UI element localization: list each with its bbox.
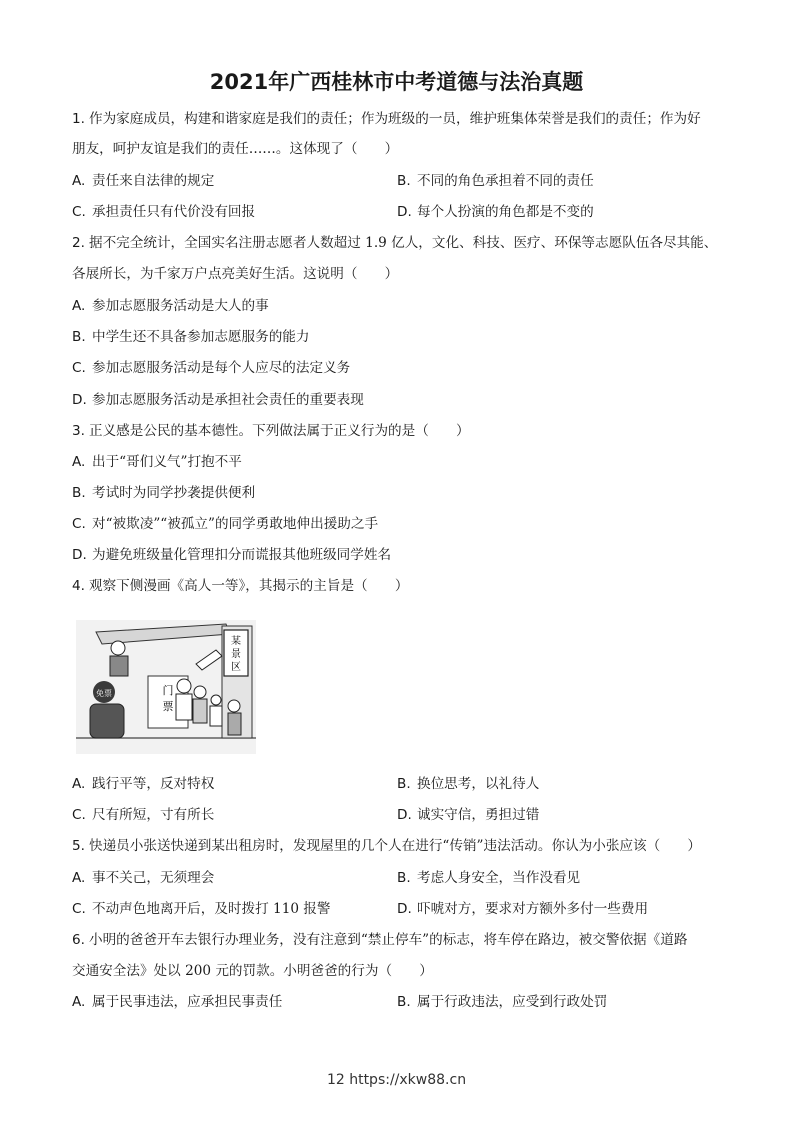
q1-number: 1. (72, 111, 85, 127)
ticket-char-1: 门 (162, 684, 174, 697)
q4-stem: 4. 观察下侧漫画《高人一等》，其揭示的主旨是（ ） (72, 578, 409, 594)
q4-option-b: B. 换位思考，以礼待人 (397, 776, 540, 792)
q1-stem-line1: 1. 作为家庭成员，构建和谐家庭是我们的责任；作为班级的一员，维护班集体荣誉是我们的责任；作为好 (72, 111, 701, 127)
q2-stem-line2: 各展所长，为千家万户点亮美好生活。这说明（ ） (72, 266, 399, 282)
q2-option-d: D. 参加志愿服务活动是承担社会责任的重要表现 (72, 392, 364, 408)
q3-option-a: A. 出于“哥们义气”打抱不平 (72, 454, 242, 470)
ticket-char-2: 票 (162, 700, 174, 713)
q2-number: 2. (72, 235, 85, 251)
q2-stem-line1: 2. 据不完全统计，全国实名注册志愿者人数超过 1.9 亿人，文化、科技、医疗、环保等志愿队伍各尽其能、 (72, 235, 718, 251)
q3-option-b: B. 考试时为同学抄袭提供便利 (72, 485, 256, 501)
q6-number: 6. (72, 932, 85, 948)
sign-char-1: 某 (231, 636, 241, 647)
q2-option-c: C. 参加志愿服务活动是每个人应尽的法定义务 (72, 360, 351, 376)
q1-option-b: B. 不同的角色承担着不同的责任 (397, 173, 594, 189)
q6-stem-line2: 交通安全法》处以 200 元的罚款。小明爸爸的行为（ ） (72, 963, 433, 979)
q4-option-d: D. 诚实守信，勇担过错 (397, 807, 540, 823)
q2-option-b: B. 中学生还不具备参加志愿服务的能力 (72, 329, 310, 345)
q1-stem-line2: 朋友，呵护友谊是我们的责任……。这体现了（ ） (72, 141, 399, 157)
official-body (110, 656, 128, 676)
free-badge-text: 免票 (96, 689, 112, 698)
q5-number: 5. (72, 838, 85, 854)
q1-option-a: A. 责任来自法律的规定 (72, 173, 215, 189)
q3-stem: 3. 正义感是公民的基本德性。下列做法属于正义行为的是（ ） (72, 423, 470, 439)
q1-option-c: C. 承担责任只有代价没有回报 (72, 204, 256, 220)
cartoon-image (76, 620, 256, 754)
q5-option-c: C. 不动声色地离开后，及时拨打 110 报警 (72, 901, 331, 917)
q5-option-a: A. 事不关己，无须理会 (72, 870, 215, 886)
q6-option-a: A. 属于民事违法，应承担民事责任 (72, 994, 283, 1010)
official-head (111, 641, 125, 655)
q5-option-b: B. 考虑人身安全，当作没看见 (397, 870, 581, 886)
q3-option-c: C. 对“被欺凌”“被孤立”的同学勇敢地伸出援助之手 (72, 516, 379, 532)
pedestal (90, 704, 124, 738)
q4-option-c: C. 尺有所短，寸有所长 (72, 807, 215, 823)
q4-option-a: A. 践行平等，反对特权 (72, 776, 215, 792)
q1-option-d: D. 每个人扮演的角色都是不变的 (397, 204, 594, 220)
q3-number: 3. (72, 423, 85, 439)
q6-stem-line1: 6. 小明的爸爸开车去银行办理业务，没有注意到“禁止停车”的标志，将车停在路边，被交警依据《道路 (72, 932, 688, 948)
page-title: 2021年广西桂林市中考道德与法治真题 (209, 70, 584, 94)
q5-option-d: D. 吓唬对方，要求对方额外多付一些费用 (397, 901, 649, 917)
sign-char-2: 景 (231, 649, 241, 660)
q3-option-d: D. 为避免班级量化管理扣分而谎报其他班级同学姓名 (72, 547, 392, 563)
q6-option-b: B. 属于行政违法，应受到行政处罚 (397, 994, 608, 1010)
q4-number: 4. (72, 578, 85, 594)
page-footer: 12 https://xkw88.cn (326, 1072, 467, 1088)
q2-option-a: A. 参加志愿服务活动是大人的事 (72, 298, 269, 314)
q5-stem: 5. 快递员小张送快递到某出租房时，发现屋里的几个人在进行“传销”违法活动。你认为小张应该（ ） (72, 838, 702, 854)
sign-char-3: 区 (231, 662, 241, 673)
